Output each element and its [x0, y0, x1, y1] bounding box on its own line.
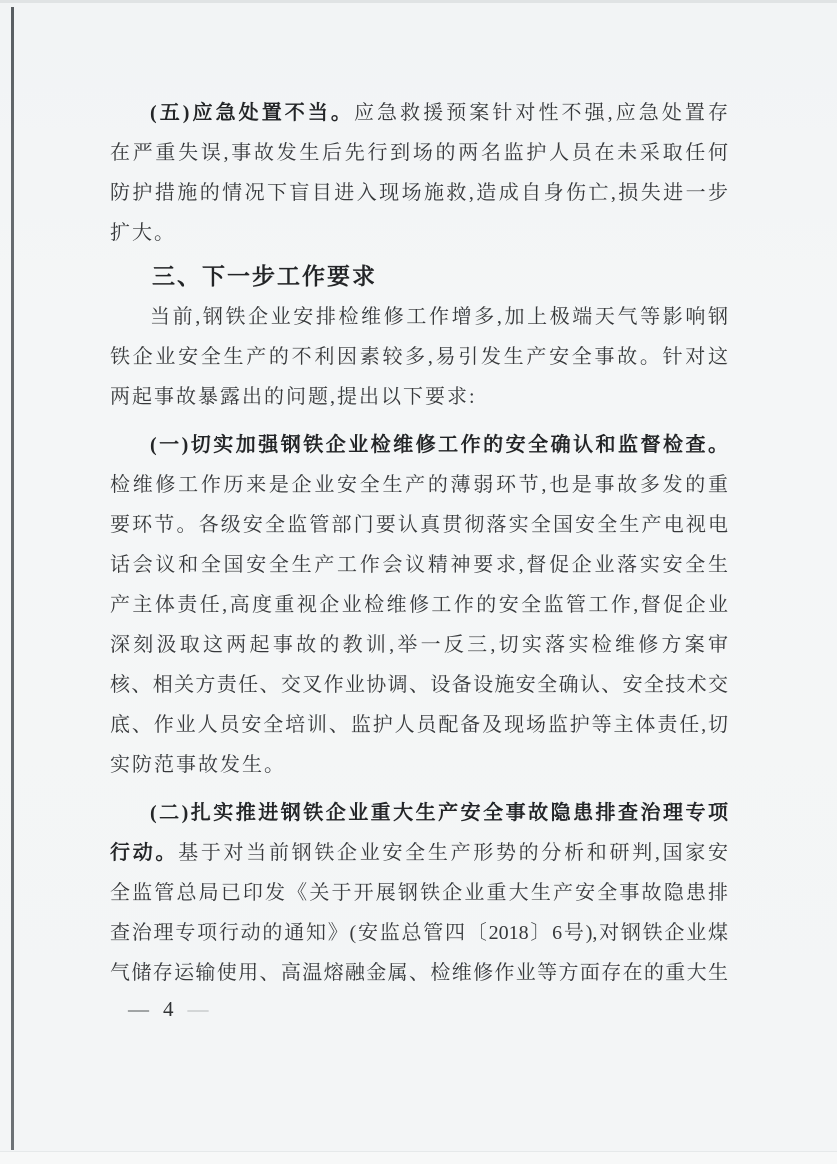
text-line: 铁企业安全生产的不利因素较多,易引发生产安全事故。针对这	[110, 346, 728, 368]
text-line: 底、作业人员安全培训、监护人员配备及现场监护等主体责任,切	[110, 714, 728, 736]
text-line	[110, 425, 728, 465]
text-line: 要环节。各级安全监管部门要认真贯彻落实全国安全生产电视电	[110, 514, 728, 536]
text-line: (五)应急处置不当。应急救援预案针对性不强,应急处置存	[150, 102, 728, 124]
footer-dash-left: —	[128, 997, 149, 1021]
bold-lead-text: (二)扎实推进钢铁企业重大生产安全事故隐患排查治理专项	[150, 802, 728, 824]
bold-lead-text: 行动。	[110, 842, 179, 864]
text-line: 实防范事故发生。	[110, 754, 286, 776]
text-line: 检维修工作历来是企业安全生产的薄弱环节,也是事故多发的重	[110, 474, 728, 496]
scan-binding-line	[11, 7, 14, 1150]
text-line: 查治理专项行动的通知》(安监总管四〔2018〕6号),对钢铁企业煤	[110, 922, 728, 944]
text-line: 扩大。	[110, 222, 176, 244]
text-line: 话会议和全国安全生产工作会议精神要求,督促企业落实安全生	[110, 554, 728, 576]
text-line: 当前,钢铁企业安排检维修工作增多,加上极端天气等影响钢	[150, 306, 728, 328]
text-line: 深刻汲取这两起事故的教训,举一反三,切实落实检维修方案审	[110, 634, 728, 656]
bold-lead-text: (五)应急处置不当。	[150, 102, 354, 124]
text-line	[110, 793, 728, 833]
page-footer	[128, 997, 209, 1022]
text-line: 在严重失误,事故发生后先行到场的两名监护人员在未采取任何	[110, 142, 728, 164]
text-line: 行动。基于对当前钢铁企业安全生产形势的分析和研判,国家安	[110, 842, 728, 864]
text-line: 核、相关方责任、交叉作业协调、设备设施安全确认、安全技术交	[110, 674, 728, 696]
text-line: 全监管总局已印发《关于开展钢铁企业重大生产安全事故隐患排	[110, 882, 728, 904]
scan-top-edge	[0, 0, 837, 3]
section-heading: 三、下一步工作要求	[152, 264, 377, 290]
text-line: 防护措施的情况下盲目进入现场施救,造成自身伤亡,损失进一步	[110, 182, 728, 204]
scan-bottom-edge	[0, 1151, 837, 1164]
paragraph	[110, 793, 728, 993]
document-body	[110, 93, 728, 993]
bold-lead-text: (一)切实加强钢铁企业检维修工作的安全确认和监督检查。	[150, 434, 728, 456]
footer-dash-right: —	[187, 997, 209, 1021]
page-number: 4	[163, 997, 174, 1021]
text-line: 两起事故暴露出的问题,提出以下要求:	[110, 386, 477, 408]
text-line: 产主体责任,高度重视企业检维修工作的安全监管工作,督促企业	[110, 594, 728, 616]
paragraph	[110, 297, 728, 417]
text-line: 气储存运输使用、高温熔融金属、检维修作业等方面存在的重大生	[110, 962, 728, 984]
paragraph	[110, 93, 728, 253]
paragraph	[110, 425, 728, 785]
